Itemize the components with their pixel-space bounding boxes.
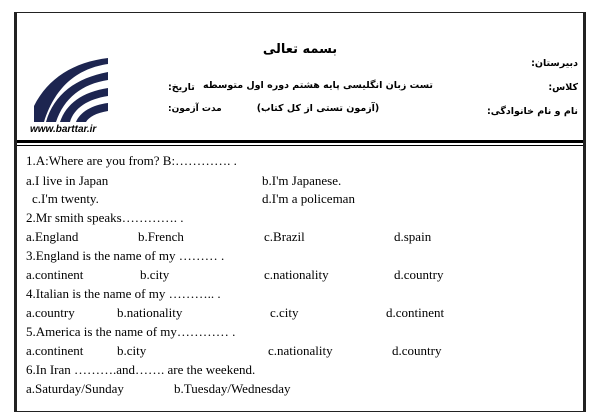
option-4b: b.nationality [117,305,183,320]
exam-subject: تست زبان انگلیسی پایه هشتم دوره اول متوسطه [203,80,433,91]
option-5d: d.country [392,343,442,358]
question-2: 2.Mr smith speaks…………. . [26,210,184,225]
option-1c: c.I'm twenty. [32,191,99,206]
divider-thin [17,145,583,146]
option-4d: d.continent [386,305,445,320]
option-5a: a.continent [26,343,84,358]
exam-subtitle: (آزمون تستی از کل کتاب) [256,103,380,114]
option-3b: b.city [140,267,170,282]
option-4c: c.city [270,305,299,320]
option-3c: c.nationality [264,267,329,282]
option-6a: a.Saturday/Sunday [26,381,124,396]
option-3a: a.continent [26,267,84,282]
question-6: 6.In Iran ……….and……. are the weekend. [26,362,256,377]
frame-left-bar [14,12,17,412]
option-1b: b.I'm Japanese. [262,173,342,188]
school-label: دبیرستان: [531,58,578,69]
divider-thick [17,140,583,143]
option-4a: a.country [26,305,75,320]
option-2d: d.spain [394,229,432,244]
option-3d: d.country [394,267,444,282]
frame-right-bar [583,12,586,412]
question-3: 3.England is the name of my ……… . [26,248,225,263]
page-title: بسمه تعالی [262,42,338,57]
logo-icon [30,48,110,123]
option-2b: b.French [138,229,184,244]
name-label: نام و نام خانوادگی: [486,106,578,117]
option-1a: a.I live in Japan [26,173,109,188]
option-2a: a.England [26,229,79,244]
option-6b: b.Tuesday/Wednesday [174,381,291,396]
question-1: 1.A:Where are you from? B:…………. . [26,153,237,168]
option-2c: c.Brazil [264,229,305,244]
date-label: تاریخ: [168,82,195,93]
website-url: www.barttar.ir [30,124,97,135]
option-5b: b.city [117,343,147,358]
question-4: 4.Italian is the name of my ……….. . [26,286,221,301]
class-label: کلاس: [548,82,578,93]
question-5: 5.America is the name of my………… . [26,324,236,339]
option-5c: c.nationality [268,343,333,358]
duration-label: مدت آزمون: [168,104,222,114]
option-1d: d.I'm a policeman [262,191,355,206]
